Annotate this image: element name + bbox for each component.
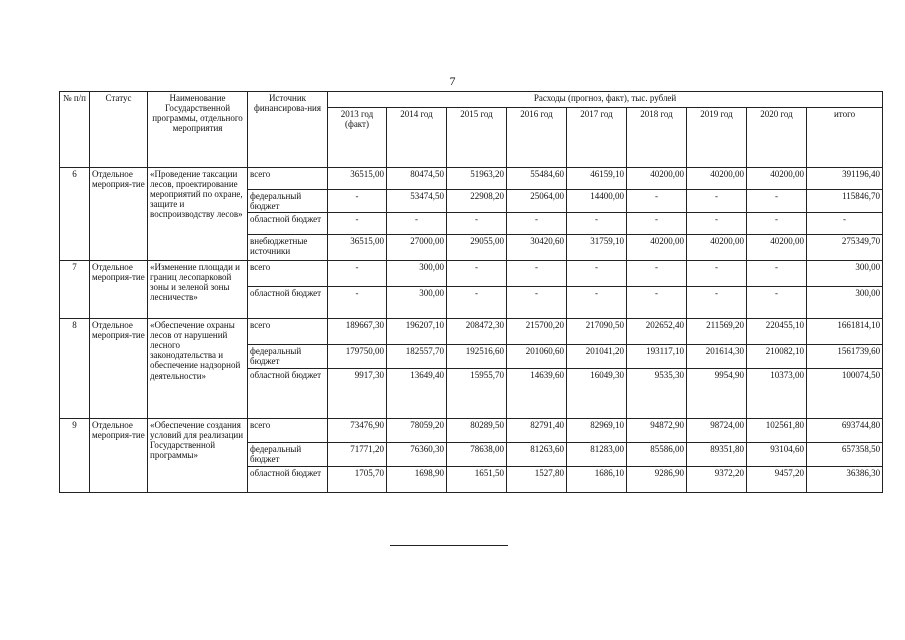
header-year: 2018 год — [627, 108, 687, 168]
expense-cell: 211569,20 — [687, 319, 747, 345]
header-number: № п/п — [60, 92, 90, 168]
expense-cell: 193117,10 — [627, 345, 687, 369]
header-name: Наименование Государственной программы, отдельного мероприятия — [148, 92, 248, 168]
expense-cell: - — [447, 261, 507, 287]
footer-divider — [390, 545, 508, 546]
expense-cell: 40200,00 — [627, 168, 687, 190]
expense-cell: 9372,20 — [687, 467, 747, 493]
funding-source: всего — [248, 319, 328, 345]
expense-cell: 300,00 — [807, 287, 883, 319]
expense-cell: - — [747, 261, 807, 287]
expense-cell: 115846,70 — [807, 190, 883, 213]
expense-cell: 36386,30 — [807, 467, 883, 493]
table-row — [60, 168, 883, 190]
expense-cell: 29055,00 — [447, 235, 507, 261]
expense-cell: 102561,80 — [747, 419, 807, 443]
expense-cell: - — [567, 261, 627, 287]
expense-cell: 81263,60 — [507, 443, 567, 467]
expense-cell: 201060,60 — [507, 345, 567, 369]
expense-cell: 9535,30 — [627, 369, 687, 419]
expense-cell: - — [747, 213, 807, 235]
expense-cell: 657358,50 — [807, 443, 883, 467]
expense-cell: 55484,60 — [507, 168, 567, 190]
expense-cell: - — [627, 287, 687, 319]
expense-cell: 14639,60 — [507, 369, 567, 419]
expense-cell: 85586,00 — [627, 443, 687, 467]
expense-cell: 201041,20 — [567, 345, 627, 369]
expense-cell: 80289,50 — [447, 419, 507, 443]
expense-cell: 25064,00 — [507, 190, 567, 213]
expense-cell: 53474,50 — [387, 190, 447, 213]
expense-cell: 80474,50 — [387, 168, 447, 190]
expense-cell: 15955,70 — [447, 369, 507, 419]
expense-cell: 40200,00 — [747, 168, 807, 190]
expense-cell: 89351,80 — [687, 443, 747, 467]
funding-source: всего — [248, 419, 328, 443]
expense-cell: - — [328, 213, 387, 235]
expense-cell: - — [627, 261, 687, 287]
funding-source: федеральный бюджет — [248, 190, 328, 213]
expense-cell: 1561739,60 — [807, 345, 883, 369]
expense-cell: 16049,30 — [567, 369, 627, 419]
expense-cell: 22908,20 — [447, 190, 507, 213]
expense-cell: 693744,80 — [807, 419, 883, 443]
expense-cell: 179750,00 — [328, 345, 387, 369]
expense-cell: - — [807, 213, 883, 235]
expense-cell: - — [627, 213, 687, 235]
expense-cell: 208472,30 — [447, 319, 507, 345]
row-program-name: «Изменение площади и границ лесопарковой зоны и зеленой зоны лесничеств» — [148, 261, 248, 319]
row-status: Отдельное мероприя-тие — [90, 319, 148, 419]
expense-cell: 9457,20 — [747, 467, 807, 493]
expense-cell: 9917,30 — [328, 369, 387, 419]
expense-cell: 300,00 — [387, 261, 447, 287]
expense-cell: - — [447, 287, 507, 319]
row-number: 9 — [60, 419, 90, 493]
header-year: 2019 год — [687, 108, 747, 168]
expense-cell: - — [747, 287, 807, 319]
expense-cell: 82791,40 — [507, 419, 567, 443]
expense-cell: 13649,40 — [387, 369, 447, 419]
expense-cell: 36515,00 — [328, 168, 387, 190]
expense-cell: 215700,20 — [507, 319, 567, 345]
funding-source: всего — [248, 168, 328, 190]
row-program-name: «Обеспечение охраны лесов от нарушений лесного законодательства и обеспечение надзорной деятельности» — [148, 319, 248, 419]
row-program-name: «Проведение таксации лесов, проектирование мероприятий по охране, защите и воспроизводству лесов» — [148, 168, 248, 261]
expense-cell: - — [687, 287, 747, 319]
expense-cell: 182557,70 — [387, 345, 447, 369]
row-program-name: «Обеспечение создания условий для реализации Государственной программы» — [148, 419, 248, 493]
table-header — [60, 92, 883, 168]
expense-cell: - — [747, 190, 807, 213]
funding-source: федеральный бюджет — [248, 443, 328, 467]
funding-source: областной бюджет — [248, 287, 328, 319]
expense-cell: 217090,50 — [567, 319, 627, 345]
expense-cell: 220455,10 — [747, 319, 807, 345]
header-year: итого — [807, 108, 883, 168]
expense-cell: - — [567, 213, 627, 235]
expense-cell: 94872,90 — [627, 419, 687, 443]
table-row — [60, 319, 883, 345]
header-year: 2013 год (факт) — [328, 108, 387, 168]
expense-cell: 40200,00 — [687, 235, 747, 261]
table-row — [60, 419, 883, 443]
expense-cell: 46159,10 — [567, 168, 627, 190]
expense-cell: 100074,50 — [807, 369, 883, 419]
expense-cell: - — [507, 287, 567, 319]
row-number: 7 — [60, 261, 90, 319]
expense-cell: 78638,00 — [447, 443, 507, 467]
expense-cell: 1686,10 — [567, 467, 627, 493]
expense-cell: 36515,00 — [328, 235, 387, 261]
expense-cell: 76360,30 — [387, 443, 447, 467]
expense-cell: - — [567, 287, 627, 319]
expense-cell: 27000,00 — [387, 235, 447, 261]
expense-cell: - — [328, 261, 387, 287]
header-source: Источник финансирова-ния — [248, 92, 328, 168]
expense-cell: 9286,90 — [627, 467, 687, 493]
header-year: 2016 год — [507, 108, 567, 168]
header-year: 2015 год — [447, 108, 507, 168]
expense-cell: 300,00 — [387, 287, 447, 319]
table-body — [60, 168, 883, 493]
expense-cell: 40200,00 — [627, 235, 687, 261]
expense-cell: - — [387, 213, 447, 235]
budget-table — [59, 91, 883, 493]
expense-cell: 51963,20 — [447, 168, 507, 190]
expense-cell: - — [328, 190, 387, 213]
expense-cell: 82969,10 — [567, 419, 627, 443]
expense-cell: 192516,60 — [447, 345, 507, 369]
expense-cell: 201614,30 — [687, 345, 747, 369]
expense-cell: 10373,00 — [747, 369, 807, 419]
expense-cell: - — [507, 213, 567, 235]
expense-cell: 391196,40 — [807, 168, 883, 190]
funding-source: областной бюджет — [248, 467, 328, 493]
funding-source: федеральный бюджет — [248, 345, 328, 369]
expense-cell: 71771,20 — [328, 443, 387, 467]
expense-cell: 81283,00 — [567, 443, 627, 467]
header-status: Статус — [90, 92, 148, 168]
expense-cell: 196207,10 — [387, 319, 447, 345]
expense-cell: 93104,60 — [747, 443, 807, 467]
row-status: Отдельное мероприя-тие — [90, 168, 148, 261]
header-year: 2017 год — [567, 108, 627, 168]
funding-source: областной бюджет — [248, 369, 328, 419]
expense-cell: - — [687, 190, 747, 213]
expense-cell: 210082,10 — [747, 345, 807, 369]
expense-cell: 40200,00 — [747, 235, 807, 261]
expense-cell: 189667,30 — [328, 319, 387, 345]
expense-cell: 1527,80 — [507, 467, 567, 493]
expense-cell: 78059,20 — [387, 419, 447, 443]
expense-cell: 300,00 — [807, 261, 883, 287]
page-number: 7 — [449, 74, 456, 88]
funding-source: всего — [248, 261, 328, 287]
table-row — [60, 261, 883, 287]
row-status: Отдельное мероприя-тие — [90, 419, 148, 493]
row-status: Отдельное мероприя-тие — [90, 261, 148, 319]
funding-source: областной бюджет — [248, 213, 328, 235]
expense-cell: - — [627, 190, 687, 213]
expense-cell: 275349,70 — [807, 235, 883, 261]
header-year: 2014 год — [387, 108, 447, 168]
expense-cell: 14400,00 — [567, 190, 627, 213]
row-number: 8 — [60, 319, 90, 419]
expense-cell: 31759,10 — [567, 235, 627, 261]
expense-cell: 98724,00 — [687, 419, 747, 443]
expense-cell: - — [687, 261, 747, 287]
expense-cell: 9954,90 — [687, 369, 747, 419]
expense-cell: 1698,90 — [387, 467, 447, 493]
header-year: 2020 год — [747, 108, 807, 168]
header-expenses: Расходы (прогноз, факт), тыс. рублей — [328, 92, 883, 108]
expense-cell: 1661814,10 — [807, 319, 883, 345]
expense-cell: 1651,50 — [447, 467, 507, 493]
row-number: 6 — [60, 168, 90, 261]
expense-cell: - — [328, 287, 387, 319]
funding-source: внебюджетные источники — [248, 235, 328, 261]
expense-cell: 1705,70 — [328, 467, 387, 493]
expense-cell: 40200,00 — [687, 168, 747, 190]
expense-cell: - — [447, 213, 507, 235]
expense-cell: - — [687, 213, 747, 235]
expense-cell: 202652,40 — [627, 319, 687, 345]
expense-cell: 73476,90 — [328, 419, 387, 443]
expense-cell: 30420,60 — [507, 235, 567, 261]
expense-cell: - — [507, 261, 567, 287]
